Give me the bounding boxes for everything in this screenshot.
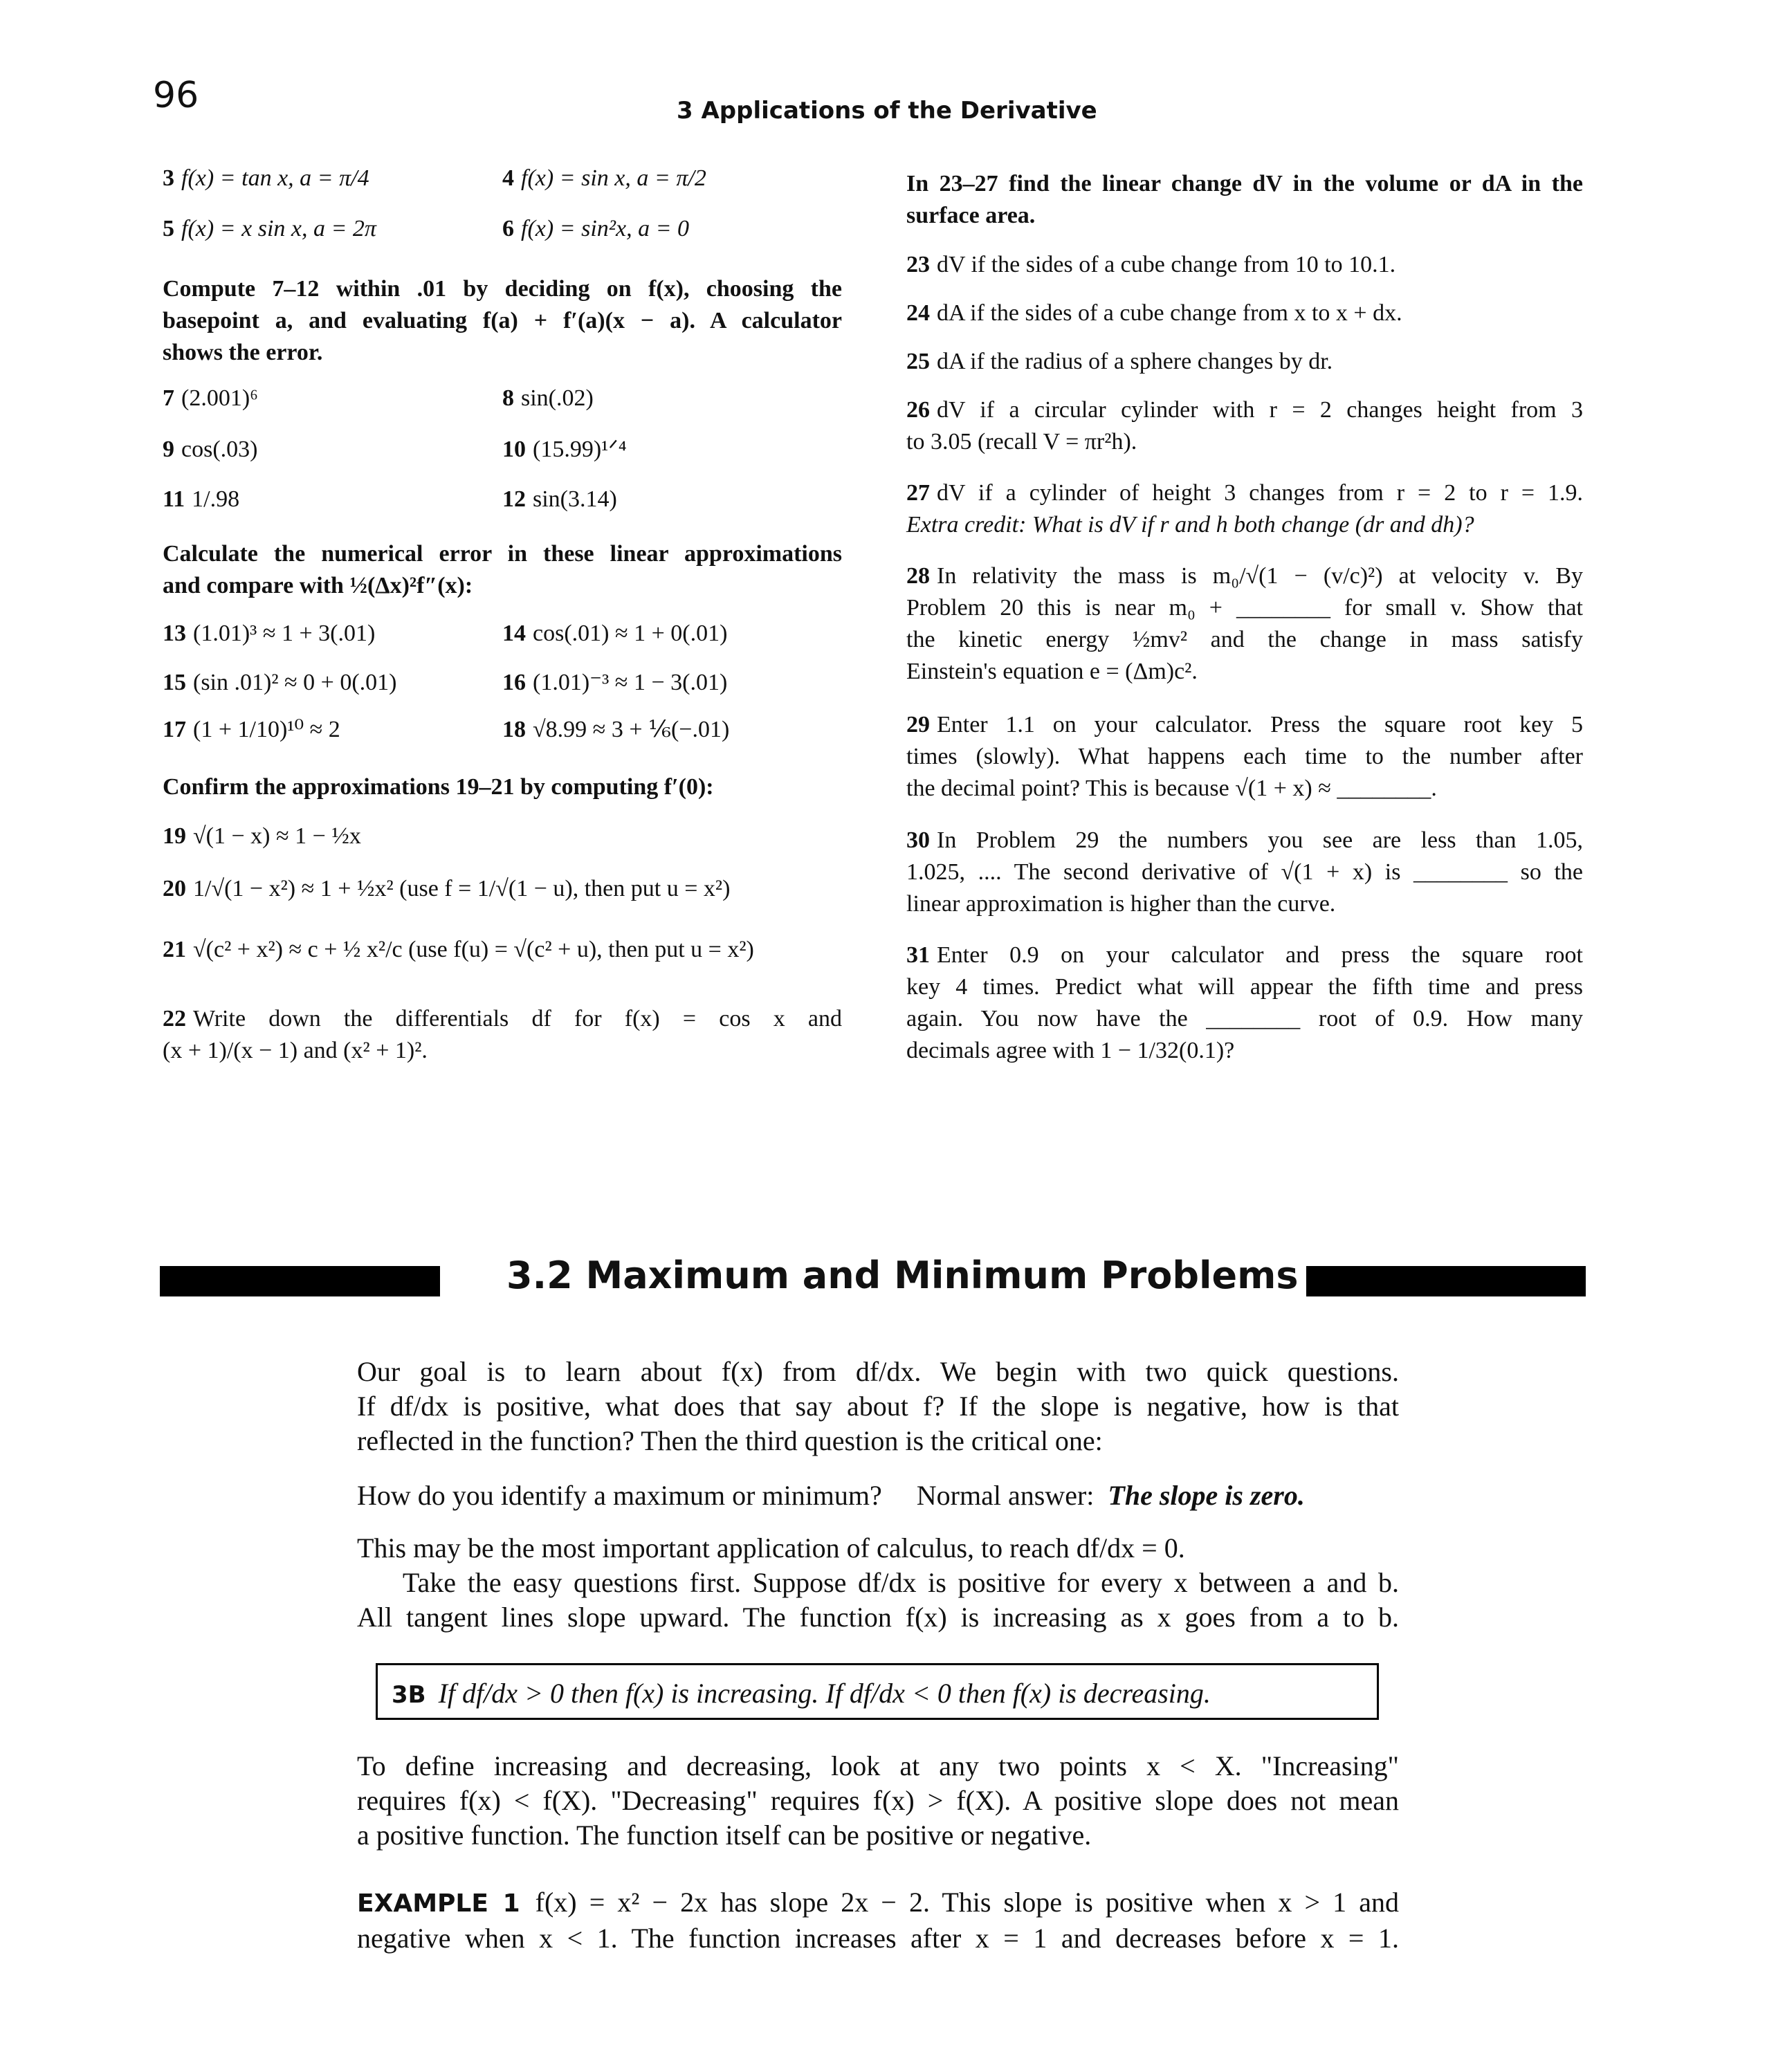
text-line: Take the easy questions first. Suppose df/dx is positive for every x between a and b. — [357, 1567, 1399, 1598]
exercise-number: 6 — [502, 216, 514, 241]
exercise-row — [163, 383, 842, 434]
exercise-text: f(x) = x sin x, a = 2π — [181, 216, 376, 241]
text-line: times (slowly). What happens each time to the number after — [906, 744, 1583, 769]
exercise-number: 9 — [163, 437, 174, 462]
text-line: dA if the radius of a sphere changes by dr. — [937, 349, 1333, 374]
exercise-20 — [163, 873, 842, 905]
exercises-13-18 — [163, 618, 842, 746]
text-line: requires f(x) < f(X). "Decreasing" requires f(x) > f(X). A positive slope does not mean — [357, 1785, 1399, 1816]
exercise-number: 29 — [906, 712, 930, 737]
section-bar-right — [1306, 1266, 1586, 1296]
exercise-text: (1 + 1/10)¹⁰ ≈ 2 — [193, 717, 340, 742]
exercise-text: cos(.03) — [181, 437, 258, 462]
exercise-number: 22 — [163, 1006, 186, 1032]
exercise-text: (1.01)⁻³ ≈ 1 − 3(.01) — [533, 670, 728, 695]
exercise-text: √(c² + x²) ≈ c + ½ x²/c (use f(u) = √(c² + u), then put u = x²) — [193, 937, 754, 962]
exercise-row — [163, 434, 842, 484]
instruction-calculate — [163, 538, 842, 602]
exercise-text: (2.001)⁶ — [181, 385, 258, 411]
text-line: Extra credit: What is dV if r and h both change (dr and dh)? — [906, 512, 1474, 538]
exercise-number: 14 — [502, 621, 526, 646]
text-line: again. You now have the ________ root of 0.9. How many — [906, 1006, 1583, 1032]
text-line: dV if a cylinder of height 3 changes from r = 2 to r = 1.9. — [937, 480, 1583, 506]
text-line: Compute 7–12 within .01 by deciding on f(x), choosing the — [163, 276, 842, 302]
exercise-19 — [163, 820, 842, 852]
exercise-text: (sin .01)² ≈ 0 + 0(.01) — [193, 670, 397, 695]
paragraph-increasing — [357, 1531, 1399, 1635]
exercise-number: 13 — [163, 621, 186, 646]
exercise-number: 20 — [163, 876, 186, 901]
paragraph-intro — [357, 1355, 1399, 1458]
text-line: decimals agree with 1 − 1/32(0.1)? — [906, 1038, 1235, 1063]
section-bar-left — [160, 1266, 440, 1296]
exercise-text: (15.99)¹ᐟ⁴ — [533, 437, 627, 462]
theorem-box-3b — [376, 1663, 1379, 1720]
exercise-text: f(x) = sin²x, a = 0 — [521, 216, 690, 241]
exercise-21 — [163, 934, 842, 966]
example-1 — [357, 1885, 1399, 1956]
exercise-26 — [906, 394, 1583, 458]
text-line: surface area. — [906, 203, 1036, 228]
exercise-30 — [906, 825, 1583, 920]
exercise-row — [163, 484, 842, 515]
text-line: Write down the differentials df for f(x) = cos x and — [193, 1006, 842, 1032]
exercise-number: 17 — [163, 717, 186, 742]
exercise-text: √8.99 ≈ 3 + ⅙(−.01) — [533, 717, 730, 742]
exercise-row — [163, 714, 842, 746]
running-head: 3 Applications of the Derivative — [677, 97, 1097, 125]
exercise-23 — [906, 249, 1583, 281]
exercise-number: 28 — [906, 563, 930, 589]
exercise-number: 23 — [906, 252, 930, 277]
text-line: In relativity the mass is m₀/√(1 − (v/c)²) at velocity v. By — [937, 563, 1583, 589]
exercise-number: 24 — [906, 300, 930, 326]
page-number: 96 — [153, 75, 199, 116]
text-line: In 23–27 find the linear change dV in the volume or dA in the — [906, 171, 1583, 196]
text-line: This may be the most important application of calculus, to reach df/dx = 0. — [357, 1532, 1185, 1564]
text-line: Problem 20 this is near m₀ + ________ for small v. Show that — [906, 595, 1583, 621]
text-line: 1.025, .... The second derivative of √(1 + x) is ________ so the — [906, 859, 1583, 885]
exercise-number: 5 — [163, 216, 174, 241]
text-line: the decimal point? This is because √(1 + x) ≈ ________. — [906, 776, 1437, 801]
exercises-3-6 — [163, 163, 842, 245]
exercise-row — [163, 667, 842, 714]
text-line: and compare with ½(Δx)²f″(x): — [163, 573, 473, 598]
exercise-number: 3 — [163, 165, 174, 191]
exercise-text: 1/.98 — [192, 486, 240, 512]
theorem-text: If df/dx > 0 then f(x) is increasing. If df/dx < 0 then f(x) is decreasing. — [438, 1678, 1211, 1709]
exercise-number: 27 — [906, 480, 930, 506]
text-line: a positive function. The function itself can be positive or negative. — [357, 1819, 1092, 1851]
exercise-number: 4 — [502, 165, 514, 191]
exercise-number: 7 — [163, 385, 174, 411]
text-line: basepoint a, and evaluating f(a) + f′(a)(x − a). A calculator — [163, 308, 842, 333]
text-line: linear approximation is higher than the curve. — [906, 891, 1336, 917]
example-label: EXAMPLE 1 — [357, 1889, 520, 1918]
text-line: To define increasing and decreasing, look at any two points x < X. "Increasing" — [357, 1750, 1399, 1781]
text-line: negative when x < 1. The function increases after x = 1 and decreases before x = 1. — [357, 1923, 1399, 1954]
exercise-25 — [906, 346, 1583, 378]
section-title: 3.2 Maximum and Minimum Problems — [506, 1254, 1299, 1297]
exercise-text: cos(.01) ≈ 1 + 0(.01) — [533, 621, 728, 646]
exercise-29 — [906, 709, 1583, 805]
exercise-text: √(1 − x) ≈ 1 − ½x — [193, 823, 361, 849]
text-line: In Problem 29 the numbers you see are less than 1.05, — [937, 827, 1583, 853]
text-line: Einstein's equation e = (Δm)c². — [906, 659, 1198, 684]
text-line: Enter 1.1 on your calculator. Press the square root key 5 — [937, 712, 1583, 737]
text-line: shows the error. — [163, 340, 323, 365]
exercise-27 — [906, 477, 1583, 541]
exercise-number: 25 — [906, 349, 930, 374]
text-line: Calculate the numerical error in these linear approximations — [163, 541, 842, 567]
answer-label: Normal answer: — [916, 1480, 1095, 1511]
exercise-row — [163, 213, 842, 245]
text-line: If df/dx is positive, what does that say about f? If the slope is negative, how is that — [357, 1391, 1399, 1422]
text-line: Enter 0.9 on your calculator and press the square root — [937, 942, 1583, 968]
exercise-number: 12 — [502, 486, 526, 512]
text-line: dV if a circular cylinder with r = 2 changes height from 3 — [937, 397, 1583, 423]
exercise-text: f(x) = sin x, a = π/2 — [521, 165, 706, 191]
exercise-text: sin(3.14) — [533, 486, 617, 512]
text-line: f(x) = x² − 2x has slope 2x − 2. This slope is positive when x > 1 and — [535, 1887, 1400, 1918]
exercise-text: sin(.02) — [521, 385, 594, 411]
exercise-31 — [906, 939, 1583, 1067]
exercise-text: 1/√(1 − x²) ≈ 1 + ½x² (use f = 1/√(1 − u), then put u = x²) — [193, 876, 731, 901]
paragraph-definition — [357, 1749, 1399, 1853]
exercise-number: 11 — [163, 486, 185, 512]
exercise-text: f(x) = tan x, a = π/4 — [181, 165, 369, 191]
exercise-22 — [163, 1003, 842, 1067]
text-line: reflected in the function? Then the third question is the critical one: — [357, 1425, 1103, 1456]
exercise-text: (1.01)³ ≈ 1 + 3(.01) — [193, 621, 376, 646]
text-line: All tangent lines slope upward. The function f(x) is increasing as x goes from a to b. — [357, 1602, 1399, 1633]
exercise-number: 21 — [163, 937, 186, 962]
theorem-label: 3B — [392, 1681, 426, 1709]
instruction-compute — [163, 273, 842, 369]
answer-text: The slope is zero. — [1108, 1480, 1305, 1511]
exercise-row — [163, 163, 842, 213]
exercise-number: 16 — [502, 670, 526, 695]
exercise-number: 26 — [906, 397, 930, 423]
text-line: to 3.05 (recall V = πr²h). — [906, 429, 1137, 455]
text-line: key 4 times. Predict what will appear the fifth time and press — [906, 974, 1583, 1000]
exercise-number: 10 — [502, 437, 526, 462]
exercise-row — [163, 618, 842, 667]
exercises-7-12 — [163, 383, 842, 515]
exercise-number: 19 — [163, 823, 186, 849]
exercise-number: 15 — [163, 670, 186, 695]
question-text: How do you identify a maximum or minimum? — [357, 1480, 882, 1511]
exercise-number: 18 — [502, 717, 526, 742]
exercise-28 — [906, 560, 1583, 688]
text-line: dV if the sides of a cube change from 10 to 10.1. — [937, 252, 1396, 277]
key-question — [357, 1478, 1399, 1513]
text-line: dA if the sides of a cube change from x to x + dx. — [937, 300, 1402, 326]
instruction-confirm: Confirm the approximations 19–21 by computing f′(0): — [163, 774, 714, 800]
text-line: (x + 1)/(x − 1) and (x² + 1)². — [163, 1038, 428, 1063]
exercise-number: 30 — [906, 827, 930, 853]
text-line: Our goal is to learn about f(x) from df/dx. We begin with two quick questions. — [357, 1356, 1399, 1387]
text-line: the kinetic energy ½mv² and the change in mass satisfy — [906, 627, 1583, 652]
exercise-number: 31 — [906, 942, 930, 968]
exercise-number: 8 — [502, 385, 514, 411]
exercise-24 — [906, 297, 1583, 329]
instruction-linear-change — [906, 168, 1583, 232]
